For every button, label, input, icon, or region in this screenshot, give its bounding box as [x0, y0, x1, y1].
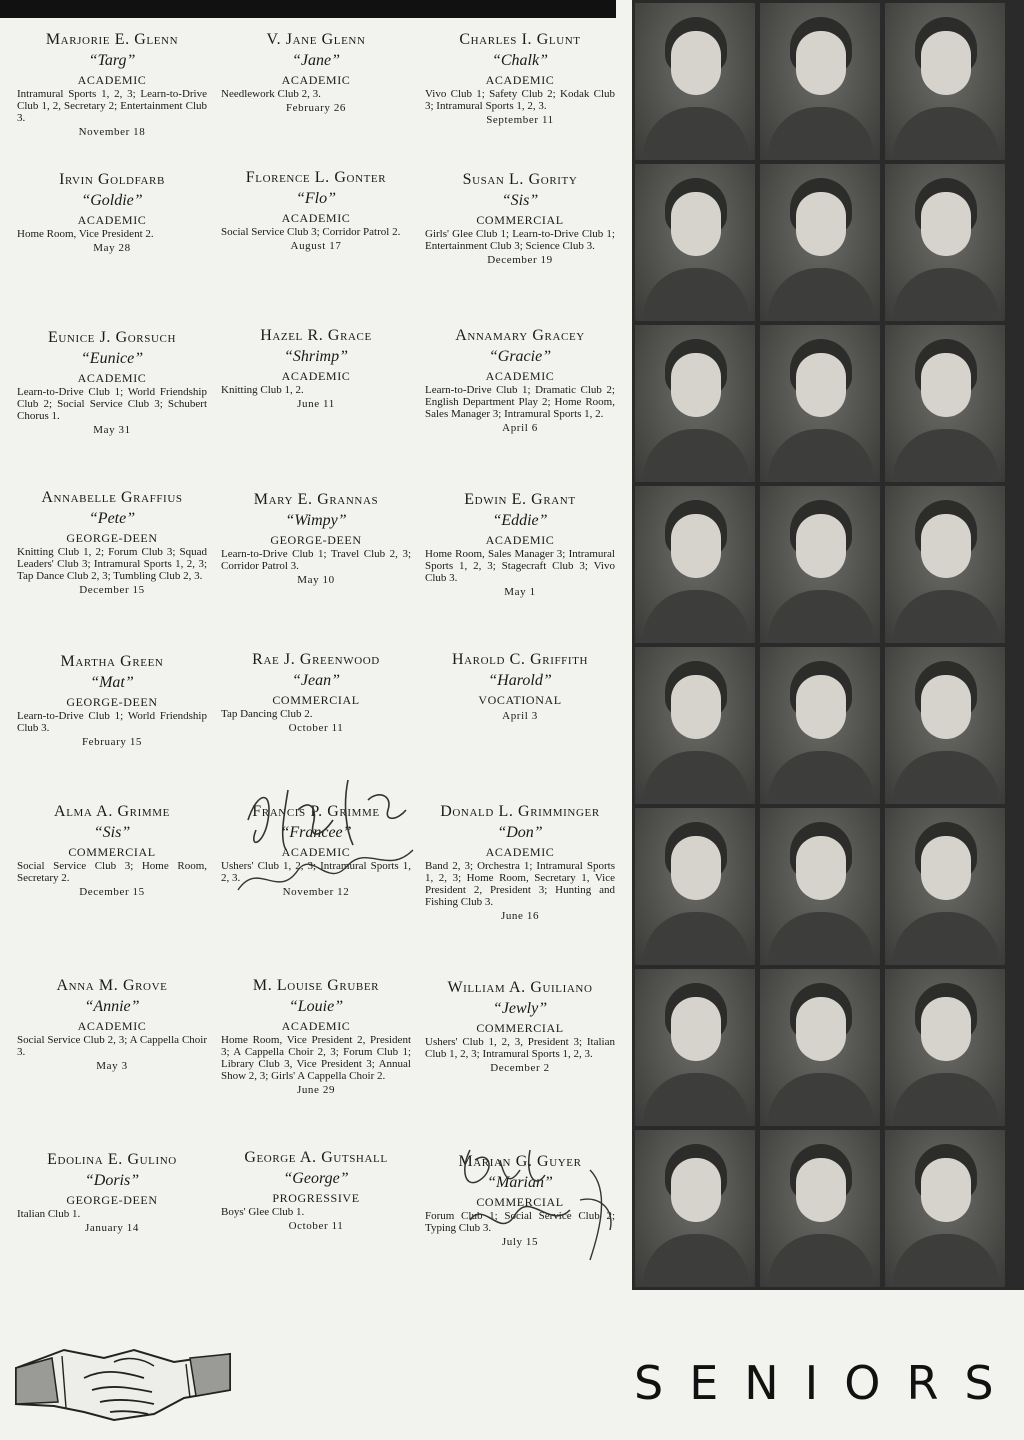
senior-name: Edwin E. Grant	[464, 491, 576, 508]
senior-activities: Social Service Club 3; Corridor Patrol 2.	[221, 226, 401, 238]
senior-birthday: May 28	[93, 242, 131, 254]
senior-name: Florence L. Gonter	[245, 169, 387, 186]
senior-activities: Home Room, Vice President 2.	[17, 228, 154, 240]
senior-birthday: December 15	[79, 584, 145, 596]
portrait-photo	[885, 486, 1005, 643]
senior-name: Anna M. Grove	[56, 977, 168, 994]
senior-nickname: “Sis”	[501, 192, 539, 209]
senior-course: GEORGE-DEEN	[66, 695, 158, 709]
portrait-photo	[885, 1130, 1005, 1287]
senior-activities: Vivo Club 1; Safety Club 2; Kodak Club 3; Intramural Sports 1, 2, 3.	[425, 88, 615, 112]
senior-name: Charles I. Glunt	[459, 31, 581, 48]
senior-name: George A. Gutshall	[244, 1149, 388, 1166]
senior-activities: Social Service Club 2, 3; A Cappella Choir 3.	[17, 1034, 207, 1058]
senior-birthday: September 11	[486, 114, 554, 126]
senior-birthday: February 26	[285, 102, 347, 114]
portrait-photo	[635, 808, 755, 965]
senior-activities: Band 2, 3; Orchestra 1; Intramural Sports 1, 2, 3; Home Room, Secretary 1, Vice President 2, President 3; Hunting and Fishing Club 3.	[425, 860, 615, 908]
senior-bio	[422, 30, 618, 127]
senior-activities: Home Room, Sales Manager 3; Intramural Sports 1, 2, 3; Stagecraft Club 3; Vivo Club 3.	[425, 548, 615, 584]
senior-bio	[422, 170, 618, 267]
portrait-photo	[635, 1130, 755, 1287]
senior-bio	[218, 168, 414, 253]
senior-birthday: July 15	[501, 1236, 539, 1248]
senior-birthday: April 6	[502, 422, 538, 434]
senior-bio	[422, 1152, 618, 1249]
senior-nickname: “George”	[283, 1170, 349, 1187]
senior-birthday: June 29	[296, 1084, 336, 1096]
senior-bio	[14, 170, 210, 255]
senior-nickname: “Louie”	[288, 998, 344, 1015]
senior-nickname: “Annie”	[84, 998, 140, 1015]
senior-birthday: May 1	[504, 586, 536, 598]
senior-bio	[14, 30, 210, 139]
senior-nickname: “Wimpy”	[285, 512, 347, 529]
senior-activities: Ushers' Club 1, 2, 3, President 3; Italian Club 1, 2, 3; Intramural Sports 1, 2, 3.	[425, 1036, 615, 1060]
senior-bio	[14, 488, 210, 597]
portrait-photo	[635, 325, 755, 482]
senior-birthday: May 31	[93, 424, 131, 436]
senior-name: Eunice J. Gorsuch	[48, 329, 176, 346]
senior-bio	[218, 1148, 414, 1233]
senior-bio	[14, 328, 210, 437]
senior-activities: Ushers' Club 1, 2, 3; Intramural Sports 1, 2, 3.	[221, 860, 411, 884]
senior-course: COMMERCIAL	[476, 1195, 564, 1209]
senior-name: Francis P. Grimme	[252, 803, 380, 820]
senior-birthday: May 10	[297, 574, 335, 586]
senior-nickname: “Mat”	[90, 674, 134, 691]
portrait-photo	[760, 164, 880, 321]
senior-activities: Intramural Sports 1, 2, 3; Learn-to-Drive Club 1, 2, Secretary 2; Entertainment Club 3.	[17, 88, 207, 124]
senior-birthday: May 3	[96, 1060, 128, 1072]
senior-activities: Boys' Glee Club 1.	[221, 1206, 305, 1218]
senior-nickname: “Jean”	[292, 672, 340, 689]
senior-bio	[422, 802, 618, 923]
senior-nickname: “Chalk”	[491, 52, 548, 69]
senior-nickname: “Eunice”	[80, 350, 144, 367]
senior-nickname: “Sis”	[93, 824, 131, 841]
senior-activities: Italian Club 1.	[17, 1208, 81, 1220]
top-black-bar	[0, 0, 616, 18]
senior-activities: Tap Dancing Club 2.	[221, 708, 313, 720]
senior-nickname: “Jane”	[292, 52, 340, 69]
senior-course: ACADEMIC	[485, 845, 555, 859]
senior-name: Hazel R. Grace	[260, 327, 372, 344]
senior-nickname: “Goldie”	[81, 192, 143, 209]
portrait-photo	[760, 1130, 880, 1287]
senior-name: William A. Guiliano	[447, 979, 593, 996]
handshake-icon	[14, 1328, 232, 1424]
senior-activities: Learn-to-Drive Club 1; World Friendship Club 3.	[17, 710, 207, 734]
portrait-photo	[635, 164, 755, 321]
senior-bio	[14, 976, 210, 1073]
senior-nickname: “Targ”	[88, 52, 136, 69]
senior-name: Edolina E. Gulino	[47, 1151, 177, 1168]
senior-bio	[218, 650, 414, 735]
senior-activities: Knitting Club 1, 2; Forum Club 3; Squad Leaders' Club 3; Intramural Sports 1, 2, 3; Tap Dance Club 2, 3; Tumbling Club 2, 3.	[17, 546, 207, 582]
senior-course: ACADEMIC	[77, 73, 147, 87]
senior-birthday: December 19	[487, 254, 553, 266]
senior-activities: Learn-to-Drive Club 1; Dramatic Club 2; English Department Play 2; Home Room, Sales Manager 3; Intramural Sports 1, 2.	[425, 384, 615, 420]
senior-course: ACADEMIC	[281, 211, 351, 225]
portrait-photo	[635, 3, 755, 160]
senior-course: GEORGE-DEEN	[66, 1193, 158, 1207]
senior-course: COMMERCIAL	[272, 693, 360, 707]
senior-nickname: “Gracie”	[488, 348, 552, 365]
senior-name: Annabelle Graffius	[41, 489, 183, 506]
senior-activities: Learn-to-Drive Club 1; Travel Club 2, 3; Corridor Patrol 3.	[221, 548, 411, 572]
senior-nickname: “Francee”	[280, 824, 352, 841]
senior-name: Alma A. Grimme	[54, 803, 170, 820]
portrait-photo	[760, 808, 880, 965]
senior-name: Susan L. Gority	[462, 171, 578, 188]
senior-bio	[218, 30, 414, 115]
senior-birthday: October 11	[288, 1220, 344, 1232]
senior-course: GEORGE-DEEN	[270, 533, 362, 547]
senior-course: ACADEMIC	[485, 369, 555, 383]
portrait-photo	[635, 969, 755, 1126]
senior-course: PROGRESSIVE	[272, 1191, 360, 1205]
senior-birthday: April 3	[502, 710, 538, 722]
senior-name: V. Jane Glenn	[266, 31, 366, 48]
senior-course: COMMERCIAL	[68, 845, 156, 859]
portrait-photo	[885, 164, 1005, 321]
senior-nickname: “Shrimp”	[283, 348, 349, 365]
senior-birthday: June 11	[297, 398, 335, 410]
senior-course: ACADEMIC	[281, 845, 351, 859]
portrait-photo	[885, 3, 1005, 160]
senior-birthday: June 16	[500, 910, 540, 922]
senior-birthday: November 18	[78, 126, 146, 138]
senior-name: Rae J. Greenwood	[252, 651, 380, 668]
senior-name: Irvin Goldfarb	[59, 171, 165, 188]
senior-bio	[218, 490, 414, 587]
senior-bio-grid	[0, 18, 632, 1308]
senior-bio	[422, 490, 618, 599]
senior-course: ACADEMIC	[281, 73, 351, 87]
senior-bio	[218, 976, 414, 1097]
senior-course: ACADEMIC	[485, 73, 555, 87]
senior-nickname: “Eddie”	[492, 512, 548, 529]
senior-birthday: November 12	[282, 886, 350, 898]
senior-birthday: December 15	[79, 886, 145, 898]
senior-nickname: “Pete”	[88, 510, 136, 527]
senior-course: COMMERCIAL	[476, 213, 564, 227]
senior-name: Annamary Gracey	[455, 327, 585, 344]
senior-activities: Learn-to-Drive Club 1; World Friendship Club 2; Social Service Club 3; Schubert Chorus 1.	[17, 386, 207, 422]
senior-course: ACADEMIC	[77, 1019, 147, 1033]
portrait-photo	[760, 3, 880, 160]
senior-nickname: “Marian”	[487, 1174, 553, 1191]
senior-nickname: “Don”	[497, 824, 543, 841]
senior-course: GEORGE-DEEN	[66, 531, 158, 545]
portrait-photo-grid	[632, 0, 1024, 1290]
portrait-photo	[760, 486, 880, 643]
senior-course: ACADEMIC	[77, 213, 147, 227]
senior-course: ACADEMIC	[485, 533, 555, 547]
portrait-photo	[885, 325, 1005, 482]
senior-name: Harold C. Griffith	[451, 651, 589, 668]
senior-nickname: “Flo”	[295, 190, 336, 207]
senior-name: Donald L. Grimminger	[440, 803, 600, 820]
portrait-photo	[760, 647, 880, 804]
portrait-photo	[885, 808, 1005, 965]
senior-nickname: “Doris”	[84, 1172, 140, 1189]
senior-bio	[14, 802, 210, 899]
senior-name: Marjorie E. Glenn	[45, 31, 179, 48]
section-title: SENIORS	[634, 1356, 1020, 1410]
senior-birthday: January 14	[85, 1222, 139, 1234]
senior-name: Mary E. Grannas	[253, 491, 379, 508]
senior-bio	[218, 802, 414, 899]
senior-course: VOCATIONAL	[478, 693, 562, 707]
senior-activities: Home Room, Vice President 2, President 3; A Cappella Choir 2, 3; Forum Club 1; Library Club 3, Vice President 3; Annual Show 2, 3; Girls' A Cappella Choir 2.	[221, 1034, 411, 1082]
portrait-photo	[760, 969, 880, 1126]
senior-activities: Social Service Club 3; Home Room, Secretary 2.	[17, 860, 207, 884]
senior-course: ACADEMIC	[77, 371, 147, 385]
senior-bio	[422, 326, 618, 435]
senior-course: ACADEMIC	[281, 1019, 351, 1033]
portrait-photo	[885, 647, 1005, 804]
senior-bio	[422, 978, 618, 1075]
senior-bio	[422, 650, 618, 723]
senior-nickname: “Jewly”	[492, 1000, 548, 1017]
senior-nickname: “Harold”	[488, 672, 552, 689]
senior-birthday: December 2	[490, 1062, 550, 1074]
senior-activities: Knitting Club 1, 2.	[221, 384, 304, 396]
senior-birthday: October 11	[288, 722, 344, 734]
senior-name: M. Louise Gruber	[252, 977, 380, 994]
senior-activities: Girls' Glee Club 1; Learn-to-Drive Club 1; Entertainment Club 3; Science Club 3.	[425, 228, 615, 252]
portrait-photo	[760, 325, 880, 482]
senior-bio	[14, 652, 210, 749]
senior-birthday: February 15	[81, 736, 143, 748]
senior-birthday: August 17	[290, 240, 342, 252]
senior-course: ACADEMIC	[281, 369, 351, 383]
senior-name: Marian G. Guyer	[458, 1153, 582, 1170]
portrait-photo	[635, 647, 755, 804]
senior-activities: Needlework Club 2, 3.	[221, 88, 321, 100]
senior-bio	[218, 326, 414, 411]
senior-course: COMMERCIAL	[476, 1021, 564, 1035]
portrait-photo	[635, 486, 755, 643]
portrait-photo	[885, 969, 1005, 1126]
senior-activities: Forum Club 1; Social Service Club 2; Typing Club 3.	[425, 1210, 615, 1234]
senior-bio	[14, 1150, 210, 1235]
senior-name: Martha Green	[60, 653, 164, 670]
